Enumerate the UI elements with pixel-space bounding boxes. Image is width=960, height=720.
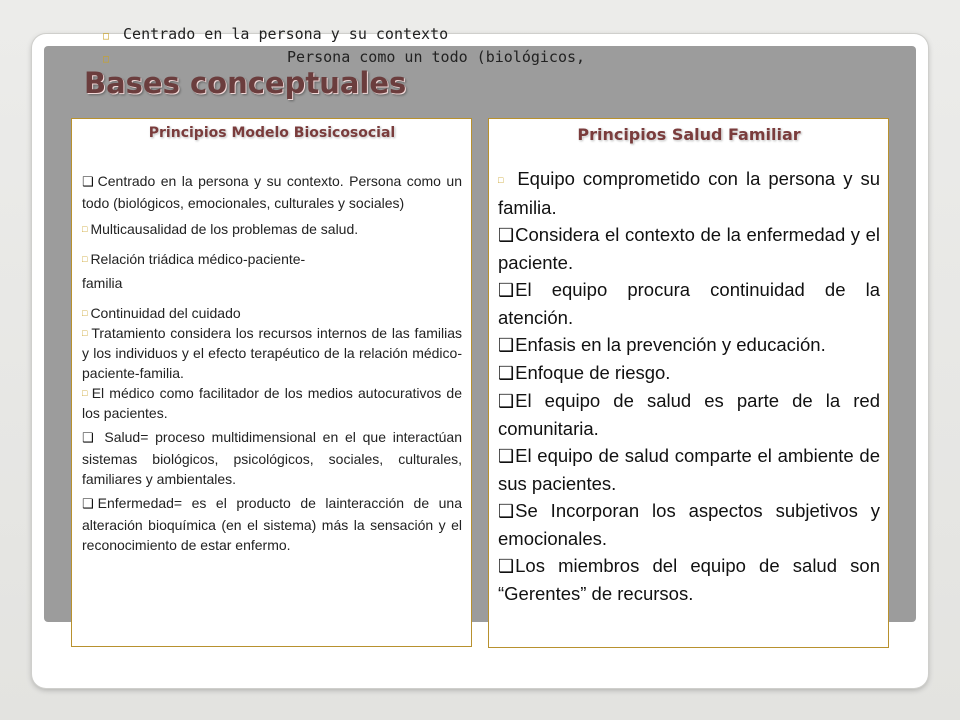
list-item: □ Relación triádica médico-paciente-: [82, 251, 306, 267]
checkbox-bullet-icon: ❑: [82, 497, 94, 512]
checkbox-bullet-icon: ❑: [498, 280, 515, 301]
checkbox-bullet-icon: ❑: [498, 446, 515, 467]
page-title: Bases conceptuales: [84, 66, 407, 100]
right-items-list: [498, 165, 880, 607]
box-bullet-icon: □: [82, 254, 88, 264]
list-item: ❑Se Incorporan los aspectos subjetivos y emocionales.: [498, 500, 880, 549]
box-bullet-icon: □: [82, 308, 88, 318]
box-bullet-icon: □: [498, 175, 507, 185]
list-item: ❑Considera el contexto de la enfermedad y el paciente.: [498, 224, 880, 273]
list-item: □ Equipo comprometido con la persona y su familia.: [498, 168, 881, 218]
box-bullet-icon: □: [103, 54, 110, 65]
list-item: ❑Enfoque de riesgo.: [498, 362, 671, 384]
list-item: ❑ Salud= proceso multidimensional en el que interactúan sistemas biológicos, psicológicos, sociales, culturales, familiares y ambientales.: [82, 429, 462, 487]
list-item: familia: [82, 275, 123, 291]
checkbox-bullet-icon: ❑: [498, 335, 515, 356]
box-bullet-icon: □: [103, 31, 110, 42]
checkbox-bullet-icon: ❑: [82, 175, 94, 190]
checkbox-bullet-icon: ❑: [82, 431, 94, 446]
right-box-heading: Principios Salud Familiar: [577, 125, 801, 144]
list-item: ❑El equipo de salud comparte el ambiente de sus pacientes.: [498, 445, 880, 494]
left-principles-box: [71, 118, 472, 647]
checkbox-bullet-icon: ❑: [498, 225, 515, 246]
list-item: ❑Enfasis en la prevención y educación.: [498, 334, 826, 356]
right-principles-box: [488, 118, 889, 648]
left-box-heading: Principios Modelo Biosicosocial: [148, 125, 396, 141]
list-item: ❑El equipo procura continuidad de la atención.: [498, 279, 880, 328]
list-item: □ Continuidad del cuidado: [82, 305, 241, 321]
list-item: □ Multicausalidad de los problemas de salud.: [82, 221, 359, 237]
box-bullet-icon: □: [82, 388, 89, 398]
list-item: □ Tratamiento considera los recursos internos de las familias y los individuos y el efecto terapéutico de la relación médico-paciente-familia.: [82, 325, 463, 381]
checkbox-bullet-icon: ❑: [498, 391, 515, 412]
checkbox-bullet-icon: ❑: [498, 501, 515, 522]
checkbox-bullet-icon: ❑: [498, 363, 515, 384]
box-bullet-icon: □: [82, 224, 88, 234]
box-bullet-icon: □: [82, 328, 89, 338]
list-item: ❑ Enfermedad= es el producto de lainteracción de una alteración bioquímica (en el sistema) más la sensación y el reconocimiento de estar enfermo.: [82, 495, 462, 553]
list-item: ❑Los miembros del equipo de salud son “Gerentes” de recursos.: [498, 555, 880, 604]
left-items-list: [82, 171, 462, 555]
checkbox-bullet-icon: ❑: [498, 556, 515, 577]
list-item: ❑El equipo de salud es parte de la red comunitaria.: [498, 390, 880, 439]
overlay-line-1: □ Centrado en la persona y su contexto: [103, 25, 449, 43]
overlay-line-2: □ Persona como un todo (biológicos,: [103, 48, 586, 66]
list-item: ❑ Centrado en la persona y su contexto. Persona como un todo (biológicos, emocionales, culturales y sociales): [82, 173, 462, 211]
list-item: □ El médico como facilitador de los medios autocurativos de los pacientes.: [82, 385, 463, 421]
